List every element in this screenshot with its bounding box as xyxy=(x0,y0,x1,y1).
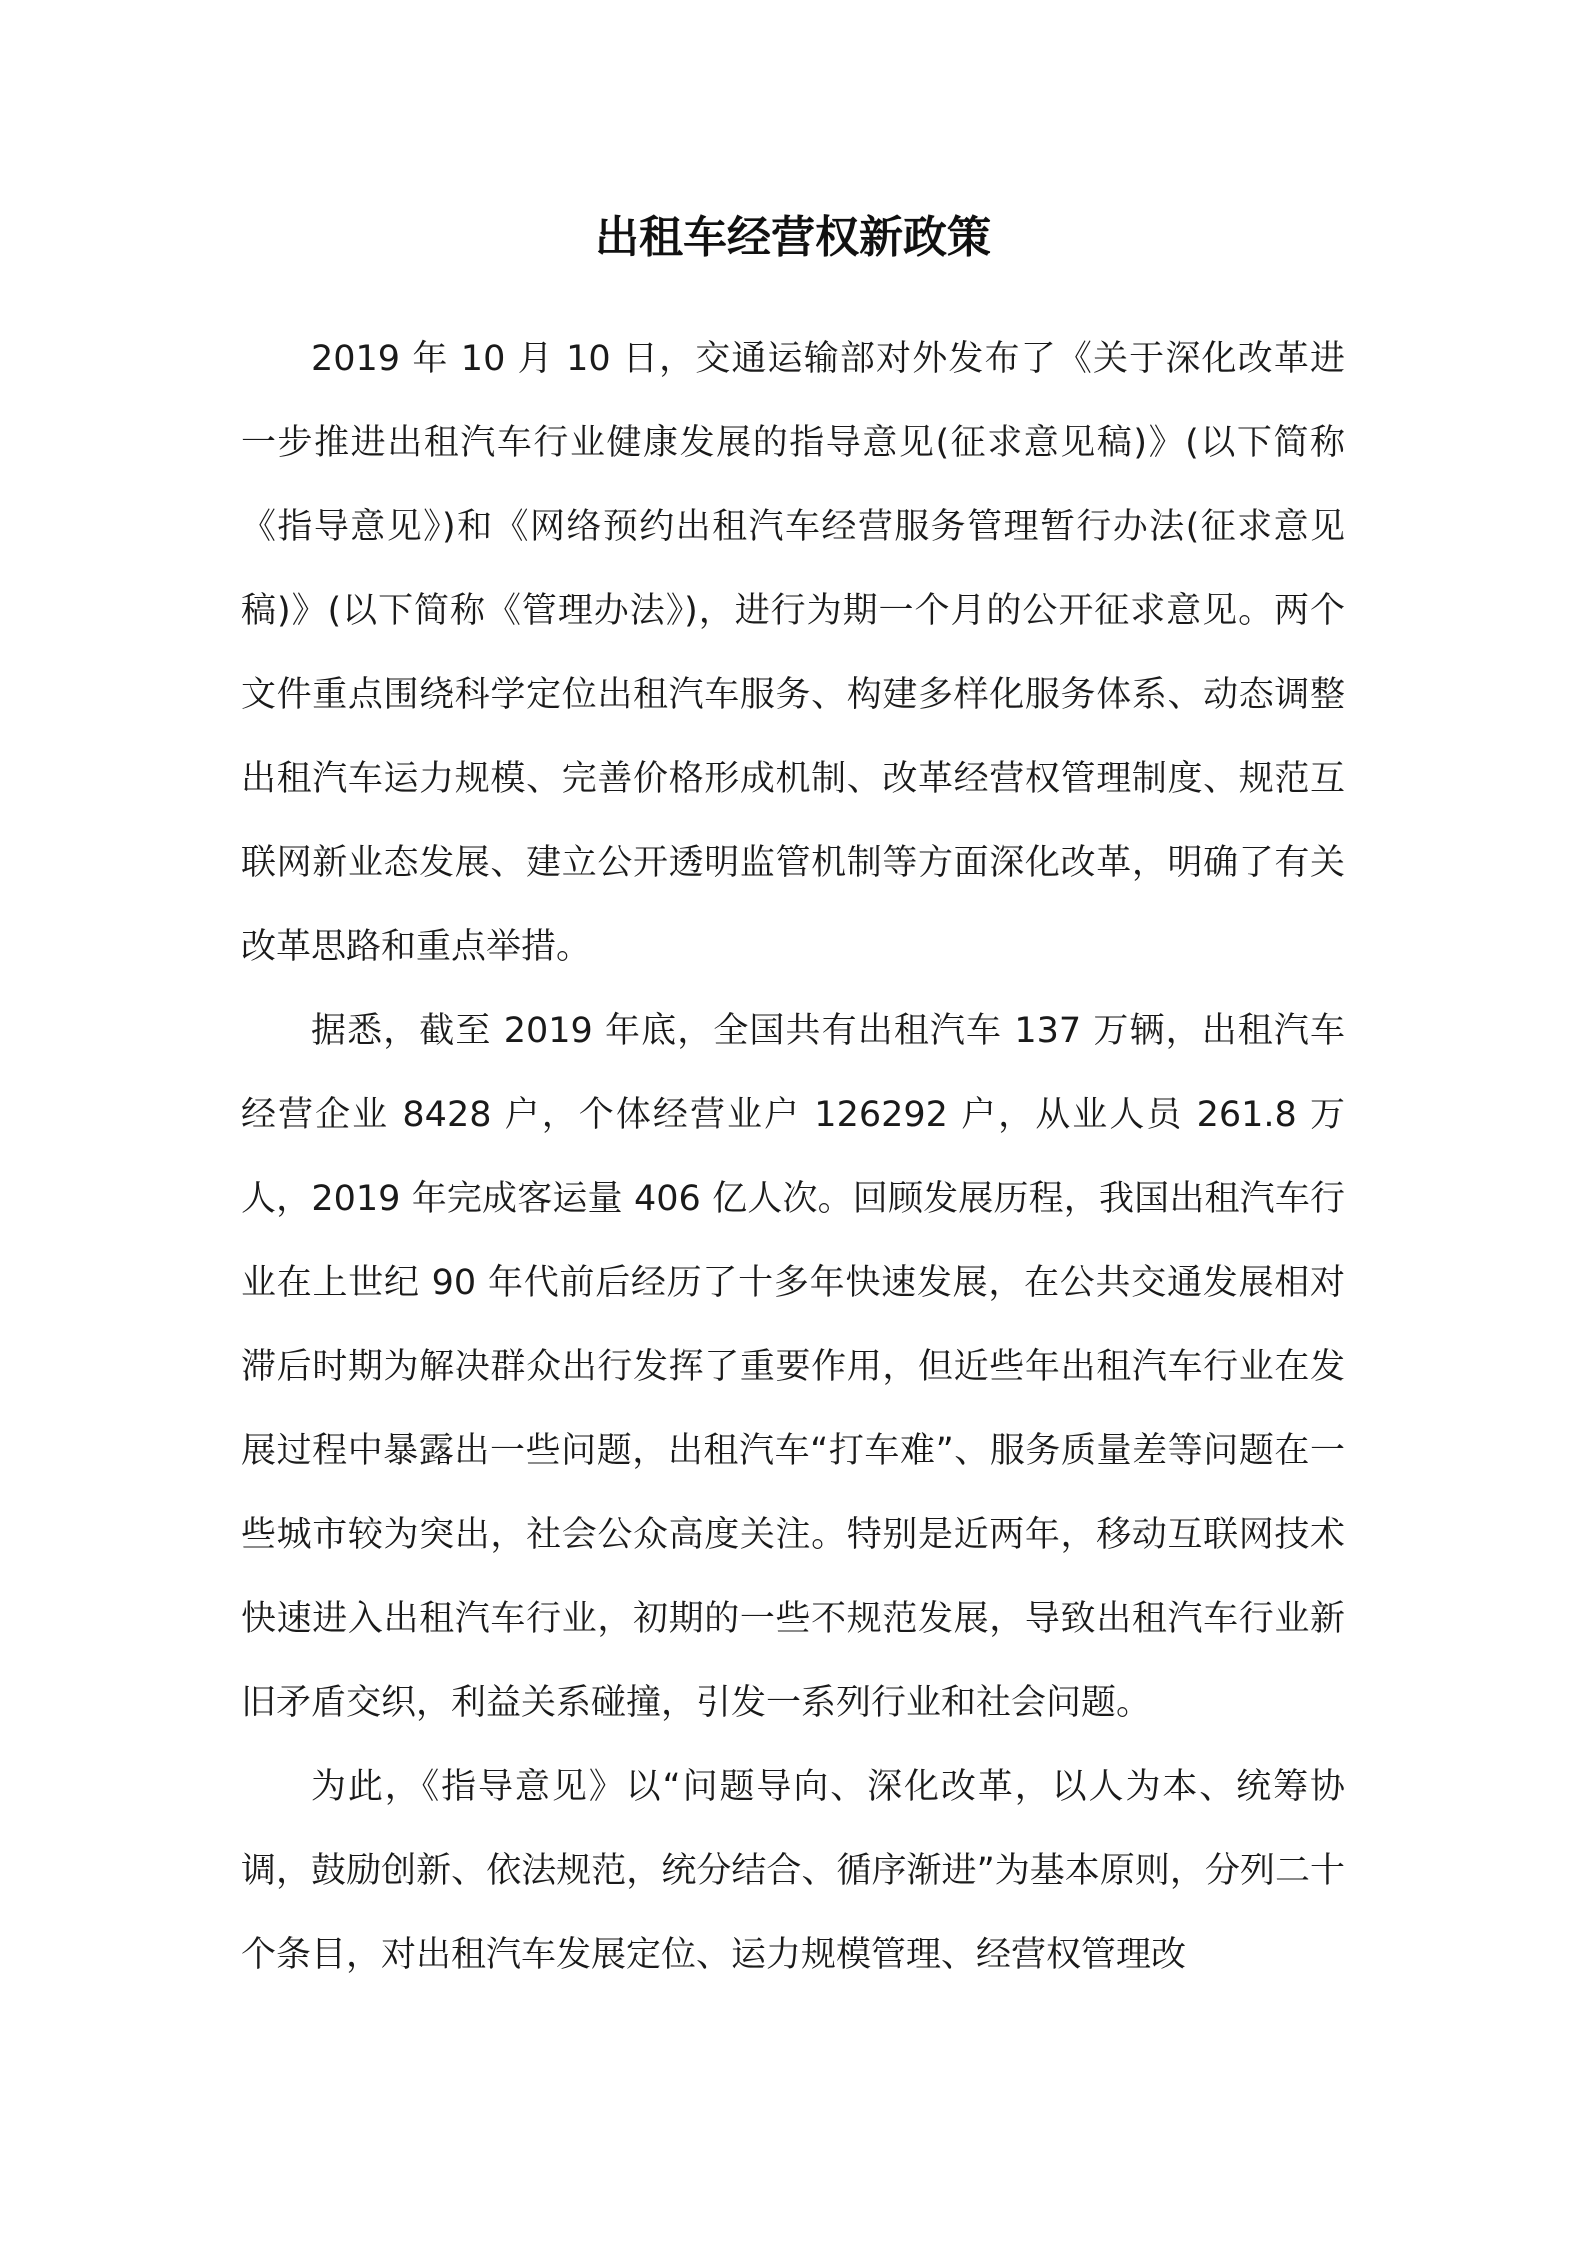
paragraph-announcement: 2019 年 10 月 10 日，交通运输部对外发布了《关于深化改革进一步推进出租汽车行业健康发展的指导意见(征求意见稿)》(以下简称《指导意见》)和《网络预约出租汽车经营服务管理暂行办法(征求意见稿)》(以下简称《管理办法》)，进行为期一个月的公开征求意见。两个文件重点围绕科学定位出租汽车服务、构建多样化服务体系、动态调整出租汽车运力规模、完善价格形成机制、改革经营权管理制度、规范互联网新业态发展、建立公开透明监管机制等方面深化改革，明确了有关改革思路和重点举措。 xyxy=(241,339,1345,967)
document-title: 出租车经营权新政策 xyxy=(595,212,991,263)
paragraph-industry-statistics: 据悉，截至 2019 年底，全国共有出租汽车 137 万辆，出租汽车经营企业 8428 户，个体经营业户 126292 户，从业人员 261.8 万人，2019 年完成客运量 406 亿人次。回顾发展历程，我国出租汽车行业在上世纪 90 年代前后经历了十多年快速发展，在公共交通发展相对滞后时期为解决群众出行发挥了重要作用，但近些年出租汽车行业在发展过程中暴露出一些问题，出租汽车“打车难”、服务质量差等问题在一些城市较为突出，社会公众高度关注。特别是近两年，移动互联网技术快速进入出租汽车行业，初期的一些不规范发展，导致出租汽车行业新旧矛盾交织，利益关系碰撞，引发一系列行业和社会问题。 xyxy=(241,1011,1345,1723)
paragraph-guiding-principles: 为此，《指导意见》以“问题导向、深化改革，以人为本、统筹协调，鼓励创新、依法规范，统分结合、循序渐进”为基本原则，分列二十个条目，对出租汽车发展定位、运力规模管理、经营权管理改 xyxy=(241,1767,1345,1975)
document-body xyxy=(241,317,1345,1997)
